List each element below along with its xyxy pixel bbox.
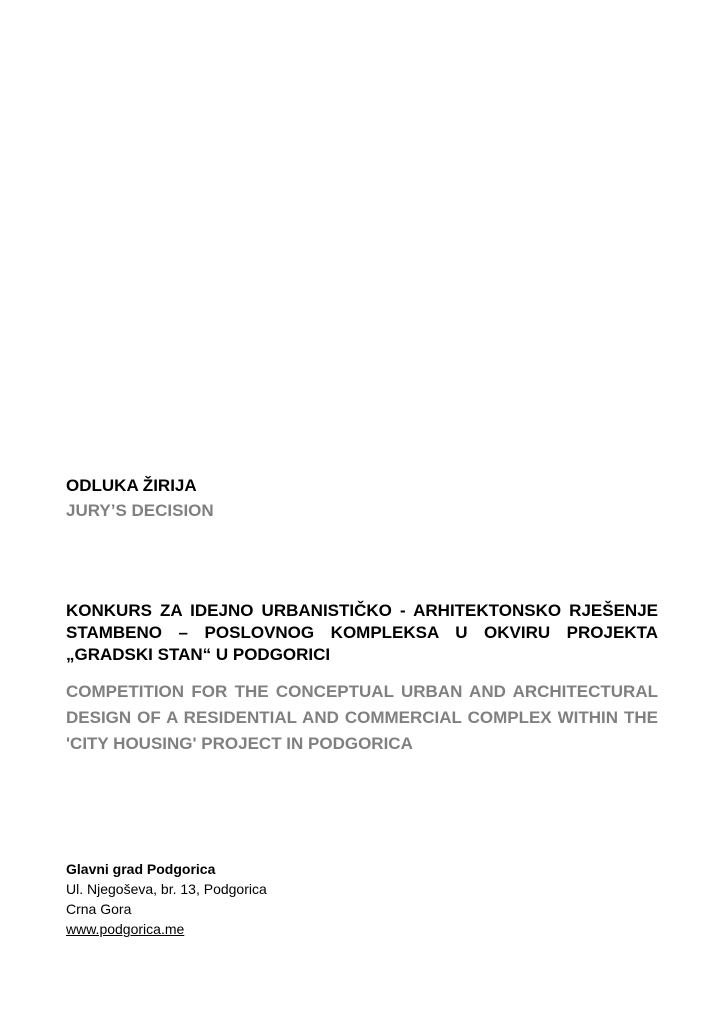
competition-title-local: KONKURS ZA IDEJNO URBANISTIČKO - ARHITEKTONSKO RJEŠENJE STAMBENO – POSLOVNOG KOMPLEKSA U OKVIRU PROJEKTA „GRADSKI STAN“ U PODGORICI xyxy=(66,601,658,664)
country: Crna Gora xyxy=(66,901,132,917)
decision-title-local: ODLUKA ŽIRIJA xyxy=(66,476,197,495)
decision-title-english: JURY’S DECISION xyxy=(66,501,214,520)
street-address: Ul. Njegoševa, br. 13, Podgorica xyxy=(66,881,267,897)
organization-name: Glavni grad Podgorica xyxy=(66,861,216,877)
competition-heading xyxy=(66,600,658,757)
website-link[interactable]: www.podgorica.me xyxy=(66,921,185,937)
address-block xyxy=(66,859,466,939)
competition-title-english: COMPETITION FOR THE CONCEPTUAL URBAN AND ARCHITECTURAL DESIGN OF A RESIDENTIAL AND COMMERCIAL COMPLEX WITHIN THE 'CITY HOUSING' PROJECT IN PODGORICA xyxy=(66,682,658,753)
decision-heading xyxy=(66,475,658,522)
